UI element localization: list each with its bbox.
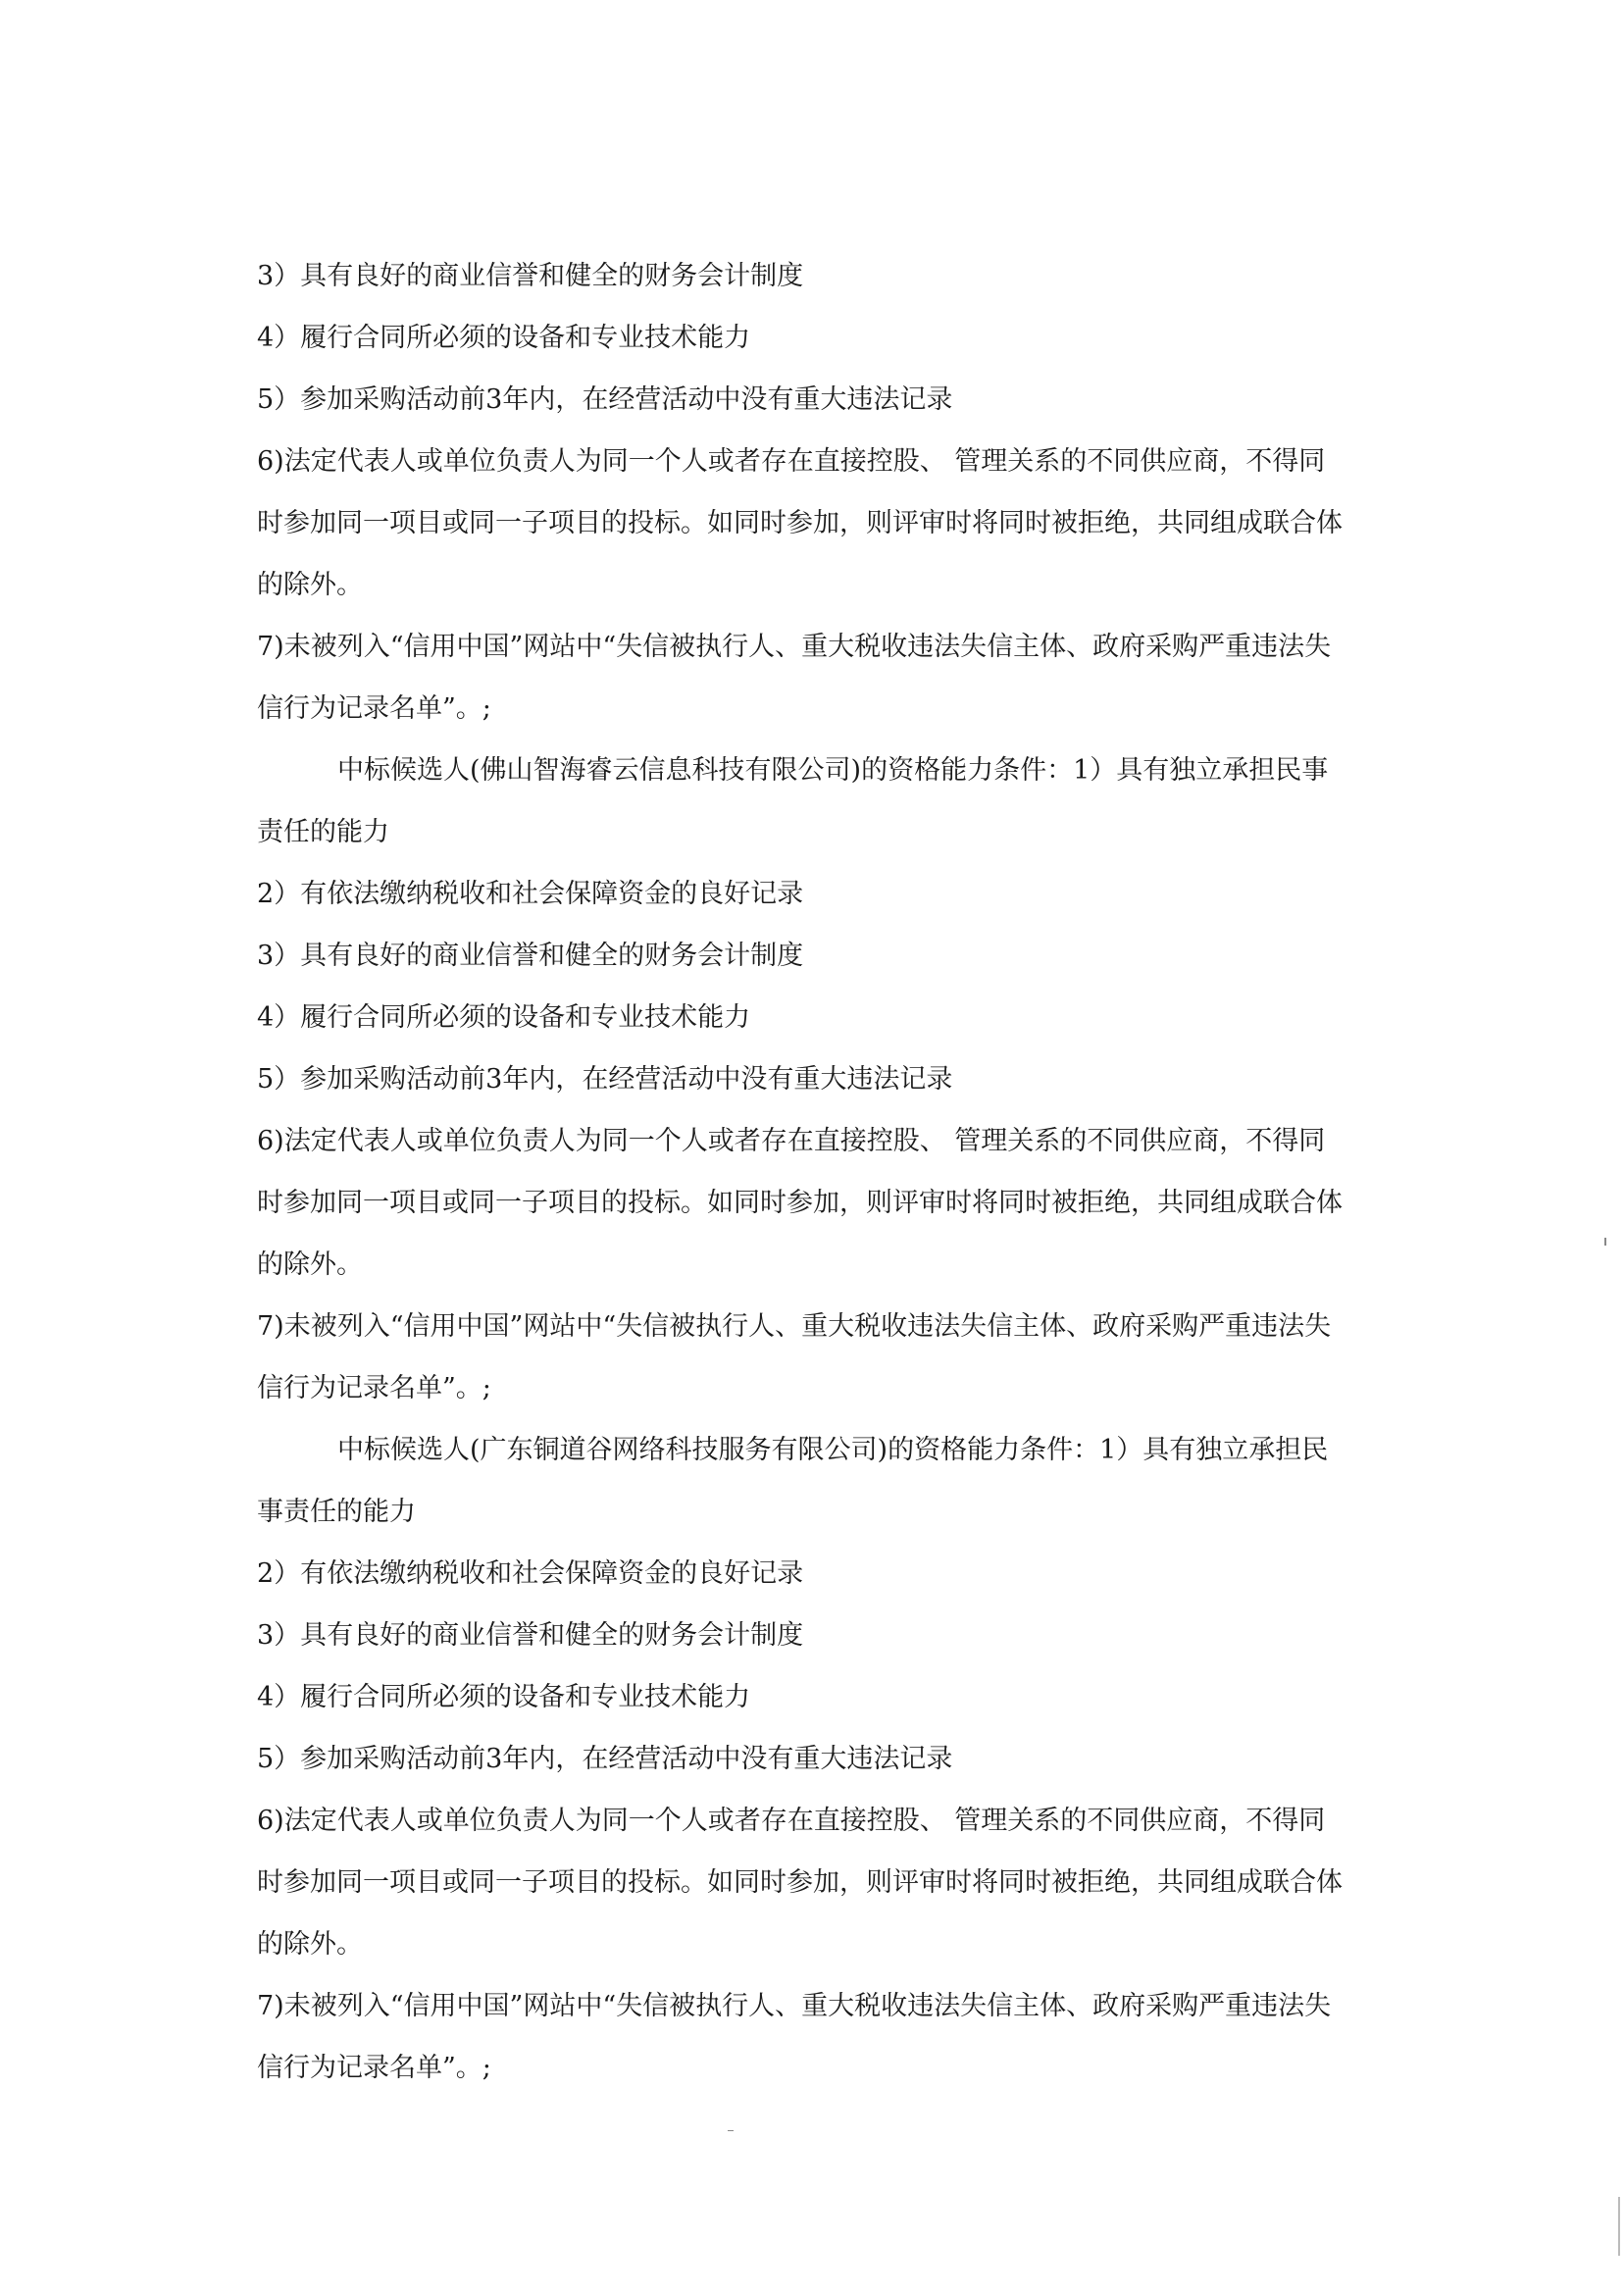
paragraph: 4）履行合同所必须的设备和专业技术能力 <box>257 323 751 353</box>
scan-mark <box>1604 1238 1606 1246</box>
paragraph: 4）履行合同所必须的设备和专业技术能力 <box>257 1682 751 1712</box>
candidate-paragraph: 中标候选人(佛山智海睿云信息科技有限公司)的资格能力条件：1）具有独立承担民事责任的能力 <box>257 755 1329 847</box>
scan-mark <box>728 2130 734 2131</box>
paragraph: 2）有依法缴纳税收和社会保障资金的良好记录 <box>257 1558 804 1589</box>
paragraph: 6)法定代表人或单位负责人为同一个人或者存在直接控股、 管理关系的不同供应商，不得同时参加同一项目或同一子项目的投标。如同时参加，则评审时将同时被拒绝，共同组成联合体的除外。 <box>257 1806 1343 1960</box>
paragraph: 7)未被列入“信用中国”网站中“失信被执行人、重大税收违法失信主体、政府采购严重违法失信行为记录名单”。; <box>257 632 1332 724</box>
paragraph: 6)法定代表人或单位负责人为同一个人或者存在直接控股、 管理关系的不同供应商，不得同时参加同一项目或同一子项目的投标。如同时参加，则评审时将同时被拒绝，共同组成联合体的除外。 <box>257 446 1343 600</box>
candidate-paragraph: 中标候选人(广东铜道谷网络科技服务有限公司)的资格能力条件：1）具有独立承担民事责任的能力 <box>257 1435 1329 1527</box>
paragraph: 7)未被列入“信用中国”网站中“失信被执行人、重大税收违法失信主体、政府采购严重违法失信行为记录名单”。; <box>257 1991 1332 2083</box>
paragraph: 6)法定代表人或单位负责人为同一个人或者存在直接控股、 管理关系的不同供应商，不得同时参加同一项目或同一子项目的投标。如同时参加，则评审时将同时被拒绝，共同组成联合体的除外。 <box>257 1126 1343 1280</box>
paragraph: 5）参加采购活动前3年内，在经营活动中没有重大违法记录 <box>257 384 953 415</box>
paragraph: 5）参加采购活动前3年内，在经营活动中没有重大违法记录 <box>257 1744 953 1774</box>
paragraph: 4）履行合同所必须的设备和专业技术能力 <box>257 1002 751 1033</box>
paragraph: 5）参加采购活动前3年内，在经营活动中没有重大违法记录 <box>257 1064 953 1095</box>
scan-mark <box>1618 2197 1620 2256</box>
paragraph: 3）具有良好的商业信誉和健全的财务会计制度 <box>257 941 804 971</box>
paragraph: 3）具有良好的商业信誉和健全的财务会计制度 <box>257 1620 804 1651</box>
paragraph: 2）有依法缴纳税收和社会保障资金的良好记录 <box>257 879 804 909</box>
paragraph: 3）具有良好的商业信誉和健全的财务会计制度 <box>257 261 804 291</box>
paragraph: 7)未被列入“信用中国”网站中“失信被执行人、重大税收违法失信主体、政府采购严重违法失信行为记录名单”。; <box>257 1311 1332 1403</box>
document-body <box>257 245 1345 2099</box>
